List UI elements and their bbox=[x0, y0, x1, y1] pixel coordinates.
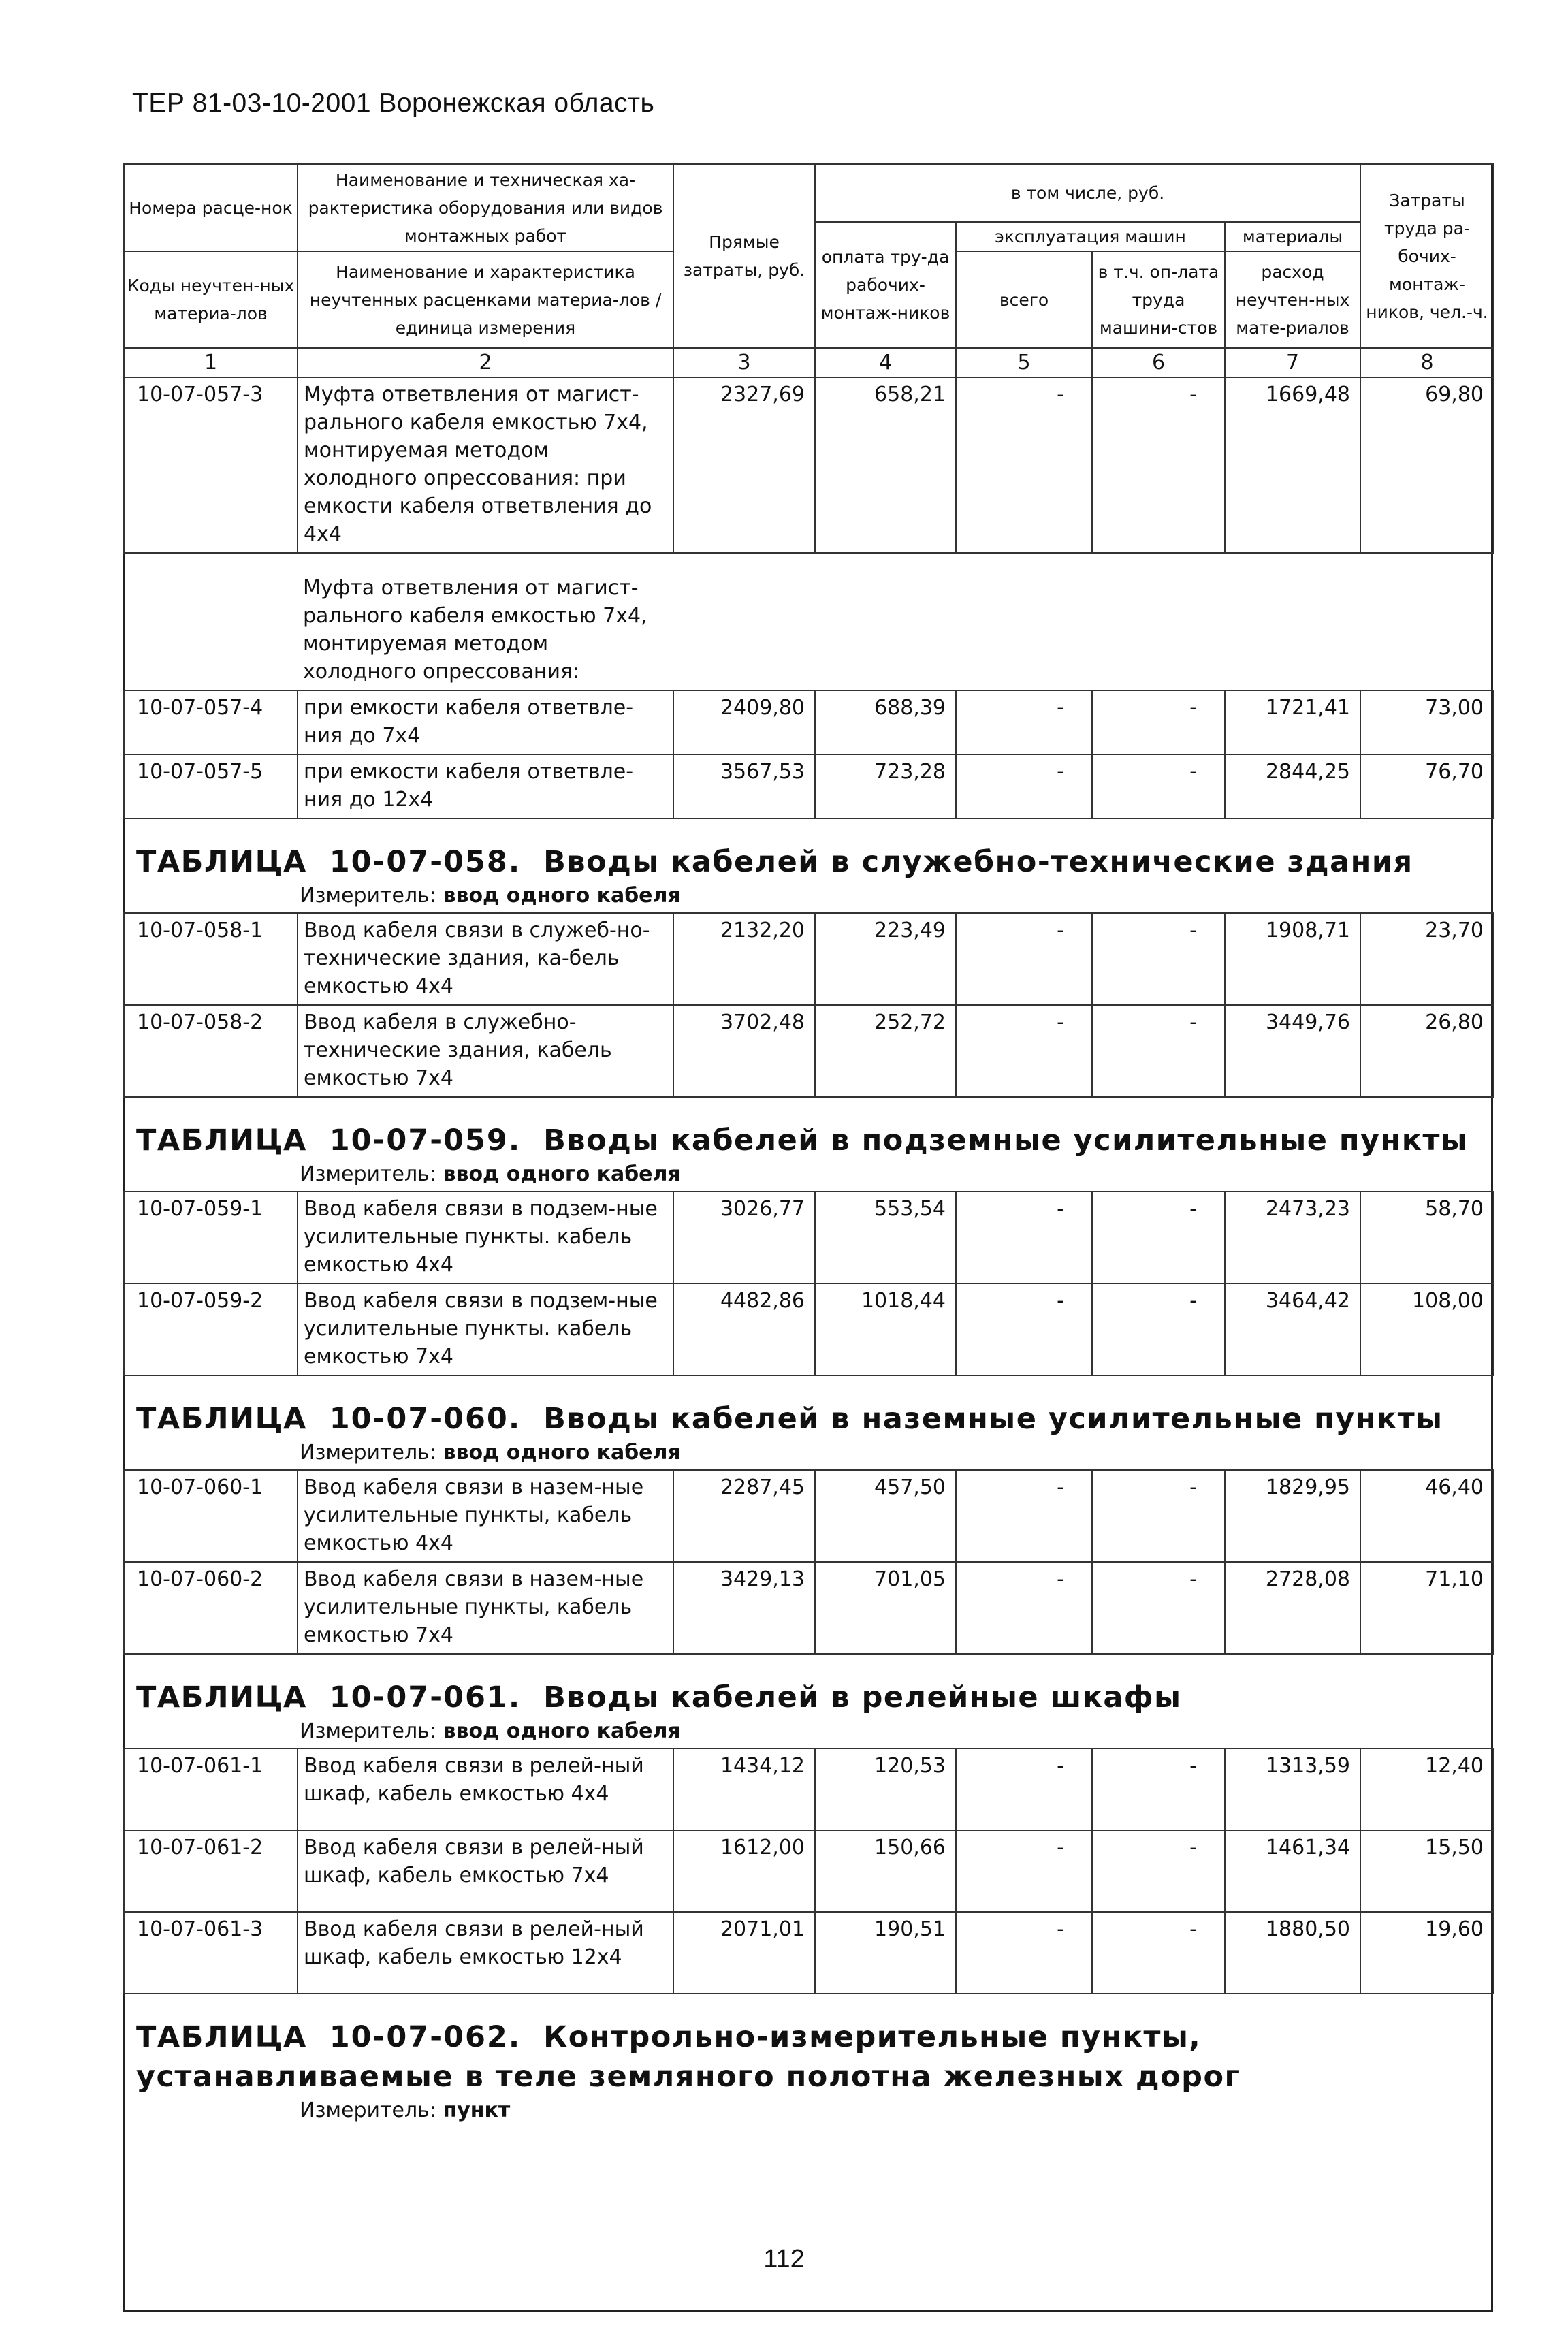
table-heading-row bbox=[124, 1654, 1494, 1717]
operators-pay-value: - bbox=[1092, 1912, 1225, 1994]
materials-value: 3464,42 bbox=[1225, 1283, 1360, 1375]
labor-pay-value: 658,21 bbox=[815, 377, 956, 553]
machines-total-value: - bbox=[956, 690, 1092, 754]
column-number: 7 bbox=[1225, 348, 1360, 377]
rate-code: 10-07-057-4 bbox=[124, 690, 298, 754]
rate-code: 10-07-060-1 bbox=[124, 1470, 298, 1562]
labor-pay-value: 701,05 bbox=[815, 1562, 956, 1654]
labor-pay-value: 190,51 bbox=[815, 1912, 956, 1994]
labor-pay-value: 723,28 bbox=[815, 754, 956, 818]
labor-hours-value: 26,80 bbox=[1360, 1005, 1494, 1097]
table-title: Вводы кабелей в релейные шкафы bbox=[543, 1680, 1182, 1714]
unit-value: пункт bbox=[443, 2098, 511, 2122]
table-row bbox=[124, 377, 1494, 553]
operators-pay-value: - bbox=[1092, 690, 1225, 754]
materials-value: 1829,95 bbox=[1225, 1470, 1360, 1562]
rate-description: при емкости кабеля ответвле-ния до 12х4 bbox=[298, 754, 673, 818]
header-operators-pay: в т.ч. оп-лата труда машини-стов bbox=[1092, 251, 1225, 348]
operators-pay-value: - bbox=[1092, 377, 1225, 553]
header-work-name: Наименование и техническая ха-рактеристика оборудования или видов монтажных работ bbox=[298, 164, 673, 251]
table-heading bbox=[124, 1097, 1494, 1160]
table-title: Вводы кабелей в наземные усилительные пункты bbox=[543, 1402, 1443, 1436]
table-number: 10-07-059. bbox=[329, 1123, 522, 1157]
rate-code: 10-07-061-2 bbox=[124, 1830, 298, 1912]
machines-total-value: - bbox=[956, 1005, 1092, 1097]
unit-value: ввод одного кабеля bbox=[443, 884, 681, 908]
column-number: 6 bbox=[1092, 348, 1225, 377]
unit-row bbox=[124, 1439, 1494, 1470]
direct-costs-value: 2327,69 bbox=[673, 377, 815, 553]
column-number: 4 bbox=[815, 348, 956, 377]
unit-label: Измеритель: bbox=[300, 1719, 436, 1743]
machines-total-value: - bbox=[956, 1830, 1092, 1912]
materials-value: 1313,59 bbox=[1225, 1748, 1360, 1830]
rate-description: Ввод кабеля в служебно-технические здания, кабель емкостью 7х4 bbox=[298, 1005, 673, 1097]
materials-value: 2844,25 bbox=[1225, 754, 1360, 818]
table-row bbox=[124, 1005, 1494, 1097]
labor-hours-value: 71,10 bbox=[1360, 1562, 1494, 1654]
header-machines-total: всего bbox=[956, 251, 1092, 348]
direct-costs-value: 3026,77 bbox=[673, 1192, 815, 1283]
group-empty-cell bbox=[124, 553, 298, 690]
machines-total-value: - bbox=[956, 1470, 1092, 1562]
table-row bbox=[124, 690, 1494, 754]
labor-pay-value: 553,54 bbox=[815, 1192, 956, 1283]
unit-label: Измеритель: bbox=[300, 1162, 436, 1186]
rate-code: 10-07-061-1 bbox=[124, 1748, 298, 1830]
table-row bbox=[124, 1192, 1494, 1283]
table-label: ТАБЛИЦА bbox=[136, 2020, 307, 2054]
header-material-name: Наименование и характеристика неучтенных расценками материа-лов / единица измерения bbox=[298, 251, 673, 348]
table-row bbox=[124, 1283, 1494, 1375]
header-material-codes: Коды неучтен-ных материа-лов bbox=[124, 251, 298, 348]
direct-costs-value: 3429,13 bbox=[673, 1562, 815, 1654]
rates-table bbox=[123, 163, 1494, 2127]
rate-code: 10-07-057-3 bbox=[124, 377, 298, 553]
table-row bbox=[124, 1912, 1494, 1994]
table-label: ТАБЛИЦА bbox=[136, 1680, 307, 1714]
header-machines-group: эксплуатация машин bbox=[956, 222, 1225, 251]
machines-total-value: - bbox=[956, 1912, 1092, 1994]
operators-pay-value: - bbox=[1092, 1005, 1225, 1097]
labor-pay-value: 252,72 bbox=[815, 1005, 956, 1097]
unit-row bbox=[124, 882, 1494, 913]
rate-description: Ввод кабеля связи в подзем-ные усилительные пункты. кабель емкостью 7х4 bbox=[298, 1283, 673, 1375]
operators-pay-value: - bbox=[1092, 1830, 1225, 1912]
group-empty-cell bbox=[673, 553, 1494, 690]
column-number: 3 bbox=[673, 348, 815, 377]
table-row bbox=[124, 1748, 1494, 1830]
page-number: 112 bbox=[763, 2245, 805, 2273]
unit-label: Измеритель: bbox=[300, 2098, 436, 2122]
direct-costs-value: 3567,53 bbox=[673, 754, 815, 818]
column-number: 8 bbox=[1360, 348, 1494, 377]
header-rate-numbers: Номера расце-нок bbox=[124, 164, 298, 251]
operators-pay-value: - bbox=[1092, 1192, 1225, 1283]
direct-costs-value: 4482,86 bbox=[673, 1283, 815, 1375]
labor-pay-value: 120,53 bbox=[815, 1748, 956, 1830]
operators-pay-value: - bbox=[1092, 1562, 1225, 1654]
rate-description: Муфта ответвления от магист-рального кабеля емкостью 7х4, монтируемая методом холодного опрессования: при емкости кабеля ответвления до 4х4 bbox=[298, 377, 673, 553]
table-number: 10-07-062. bbox=[329, 2020, 522, 2054]
materials-value: 1669,48 bbox=[1225, 377, 1360, 553]
materials-value: 1908,71 bbox=[1225, 913, 1360, 1005]
direct-costs-value: 2071,01 bbox=[673, 1912, 815, 1994]
direct-costs-value: 2287,45 bbox=[673, 1470, 815, 1562]
operators-pay-value: - bbox=[1092, 913, 1225, 1005]
operators-pay-value: - bbox=[1092, 754, 1225, 818]
labor-hours-value: 19,60 bbox=[1360, 1912, 1494, 1994]
unit-line bbox=[124, 1717, 1494, 1748]
unit-line bbox=[124, 1160, 1494, 1192]
labor-hours-value: 23,70 bbox=[1360, 913, 1494, 1005]
unit-label: Измеритель: bbox=[300, 1441, 436, 1465]
direct-costs-value: 2409,80 bbox=[673, 690, 815, 754]
operators-pay-value: - bbox=[1092, 1748, 1225, 1830]
column-number: 5 bbox=[956, 348, 1092, 377]
unit-value: ввод одного кабеля bbox=[443, 1162, 681, 1186]
direct-costs-value: 2132,20 bbox=[673, 913, 815, 1005]
labor-hours-value: 46,40 bbox=[1360, 1470, 1494, 1562]
table-heading-row bbox=[124, 1097, 1494, 1160]
machines-total-value: - bbox=[956, 754, 1092, 818]
rate-code: 10-07-058-1 bbox=[124, 913, 298, 1005]
labor-pay-value: 1018,44 bbox=[815, 1283, 956, 1375]
header-materials-consumption: расход неучтен-ных мате-риалов bbox=[1225, 251, 1360, 348]
table-heading-row bbox=[124, 1994, 1494, 2096]
header-direct-costs: Прямые затраты, руб. bbox=[673, 164, 815, 348]
table-label: ТАБЛИЦА bbox=[136, 845, 307, 879]
labor-hours-value: 15,50 bbox=[1360, 1830, 1494, 1912]
table-row bbox=[124, 1830, 1494, 1912]
rate-code: 10-07-060-2 bbox=[124, 1562, 298, 1654]
table-row bbox=[124, 1470, 1494, 1562]
operators-pay-value: - bbox=[1092, 1470, 1225, 1562]
header-labor-pay: оплата тру-да рабочих-монтаж-ников bbox=[815, 222, 956, 348]
materials-value: 2473,23 bbox=[1225, 1192, 1360, 1283]
table-label: ТАБЛИЦА bbox=[136, 1402, 307, 1436]
rate-description: Ввод кабеля связи в релей-ный шкаф, кабель емкостью 4х4 bbox=[298, 1748, 673, 1830]
materials-value: 1880,50 bbox=[1225, 1912, 1360, 1994]
unit-line bbox=[124, 1439, 1494, 1470]
column-numbers-row bbox=[124, 348, 1494, 377]
materials-value: 3449,76 bbox=[1225, 1005, 1360, 1097]
table-row bbox=[124, 754, 1494, 818]
labor-hours-value: 58,70 bbox=[1360, 1192, 1494, 1283]
labor-pay-value: 150,66 bbox=[815, 1830, 956, 1912]
table-heading bbox=[124, 1994, 1494, 2096]
labor-hours-value: 12,40 bbox=[1360, 1748, 1494, 1830]
group-heading-row bbox=[124, 553, 1494, 690]
rate-description: при емкости кабеля ответвле-ния до 7х4 bbox=[298, 690, 673, 754]
labor-hours-value: 73,00 bbox=[1360, 690, 1494, 754]
table-heading-row bbox=[124, 818, 1494, 882]
table-label: ТАБЛИЦА bbox=[136, 1123, 307, 1157]
direct-costs-value: 1434,12 bbox=[673, 1748, 815, 1830]
rate-code: 10-07-061-3 bbox=[124, 1912, 298, 1994]
column-number: 1 bbox=[124, 348, 298, 377]
column-number: 2 bbox=[298, 348, 673, 377]
unit-value: ввод одного кабеля bbox=[443, 1441, 681, 1465]
rate-description: Ввод кабеля связи в служеб-но-технические здания, ка-бель емкостью 4х4 bbox=[298, 913, 673, 1005]
unit-value: ввод одного кабеля bbox=[443, 1719, 681, 1743]
table-title: Вводы кабелей в служебно-технические здания bbox=[543, 845, 1413, 879]
rate-code: 10-07-059-1 bbox=[124, 1192, 298, 1283]
direct-costs-value: 1612,00 bbox=[673, 1830, 815, 1912]
table-heading bbox=[124, 818, 1494, 882]
table-row bbox=[124, 913, 1494, 1005]
machines-total-value: - bbox=[956, 1283, 1092, 1375]
rate-code: 10-07-058-2 bbox=[124, 1005, 298, 1097]
table-number: 10-07-058. bbox=[329, 845, 522, 879]
rate-description: Ввод кабеля связи в подзем-ные усилительные пункты. кабель емкостью 4х4 bbox=[298, 1192, 673, 1283]
rate-description: Ввод кабеля связи в назем-ные усилительные пункты, кабель емкостью 4х4 bbox=[298, 1470, 673, 1562]
header-including-group: в том числе, руб. bbox=[815, 164, 1360, 222]
unit-line bbox=[124, 2096, 1494, 2127]
labor-pay-value: 223,49 bbox=[815, 913, 956, 1005]
labor-pay-value: 457,50 bbox=[815, 1470, 956, 1562]
rate-description: Ввод кабеля связи в назем-ные усилительные пункты, кабель емкостью 7х4 bbox=[298, 1562, 673, 1654]
machines-total-value: - bbox=[956, 1562, 1092, 1654]
rate-code: 10-07-059-2 bbox=[124, 1283, 298, 1375]
table-number: 10-07-061. bbox=[329, 1680, 522, 1714]
materials-value: 1721,41 bbox=[1225, 690, 1360, 754]
labor-hours-value: 76,70 bbox=[1360, 754, 1494, 818]
document-title: ТЕР 81-03-10-2001 Воронежская область bbox=[132, 89, 655, 118]
unit-row bbox=[124, 2096, 1494, 2127]
table-row bbox=[124, 1562, 1494, 1654]
unit-row bbox=[124, 1717, 1494, 1748]
table-title: Контрольно-измерительные пункты, устанавливаемые в теле земляного полотна железных дорог bbox=[136, 2020, 1241, 2094]
table-heading bbox=[124, 1654, 1494, 1717]
machines-total-value: - bbox=[956, 1192, 1092, 1283]
table-number: 10-07-060. bbox=[329, 1402, 522, 1436]
rate-description: Ввод кабеля связи в релей-ный шкаф, кабель емкостью 12х4 bbox=[298, 1912, 673, 1994]
labor-hours-value: 69,80 bbox=[1360, 377, 1494, 553]
header-materials-group: материалы bbox=[1225, 222, 1360, 251]
table-heading bbox=[124, 1375, 1494, 1439]
unit-line bbox=[124, 882, 1494, 913]
header-labor-hours: Затраты труда ра-бочих-монтаж-ников, чел.-ч. bbox=[1360, 164, 1494, 348]
group-description: Муфта ответвления от магист-рального кабеля емкостью 7х4, монтируемая методом холодного опрессования: bbox=[298, 553, 673, 690]
unit-label: Измеритель: bbox=[300, 884, 436, 908]
direct-costs-value: 3702,48 bbox=[673, 1005, 815, 1097]
rate-description: Ввод кабеля связи в релей-ный шкаф, кабель емкостью 7х4 bbox=[298, 1830, 673, 1912]
labor-pay-value: 688,39 bbox=[815, 690, 956, 754]
unit-row bbox=[124, 1160, 1494, 1192]
machines-total-value: - bbox=[956, 1748, 1092, 1830]
table-heading-row bbox=[124, 1375, 1494, 1439]
machines-total-value: - bbox=[956, 913, 1092, 1005]
machines-total-value: - bbox=[956, 377, 1092, 553]
table-title: Вводы кабелей в подземные усилительные пункты bbox=[543, 1123, 1469, 1157]
rate-code: 10-07-057-5 bbox=[124, 754, 298, 818]
materials-value: 2728,08 bbox=[1225, 1562, 1360, 1654]
materials-value: 1461,34 bbox=[1225, 1830, 1360, 1912]
operators-pay-value: - bbox=[1092, 1283, 1225, 1375]
labor-hours-value: 108,00 bbox=[1360, 1283, 1494, 1375]
